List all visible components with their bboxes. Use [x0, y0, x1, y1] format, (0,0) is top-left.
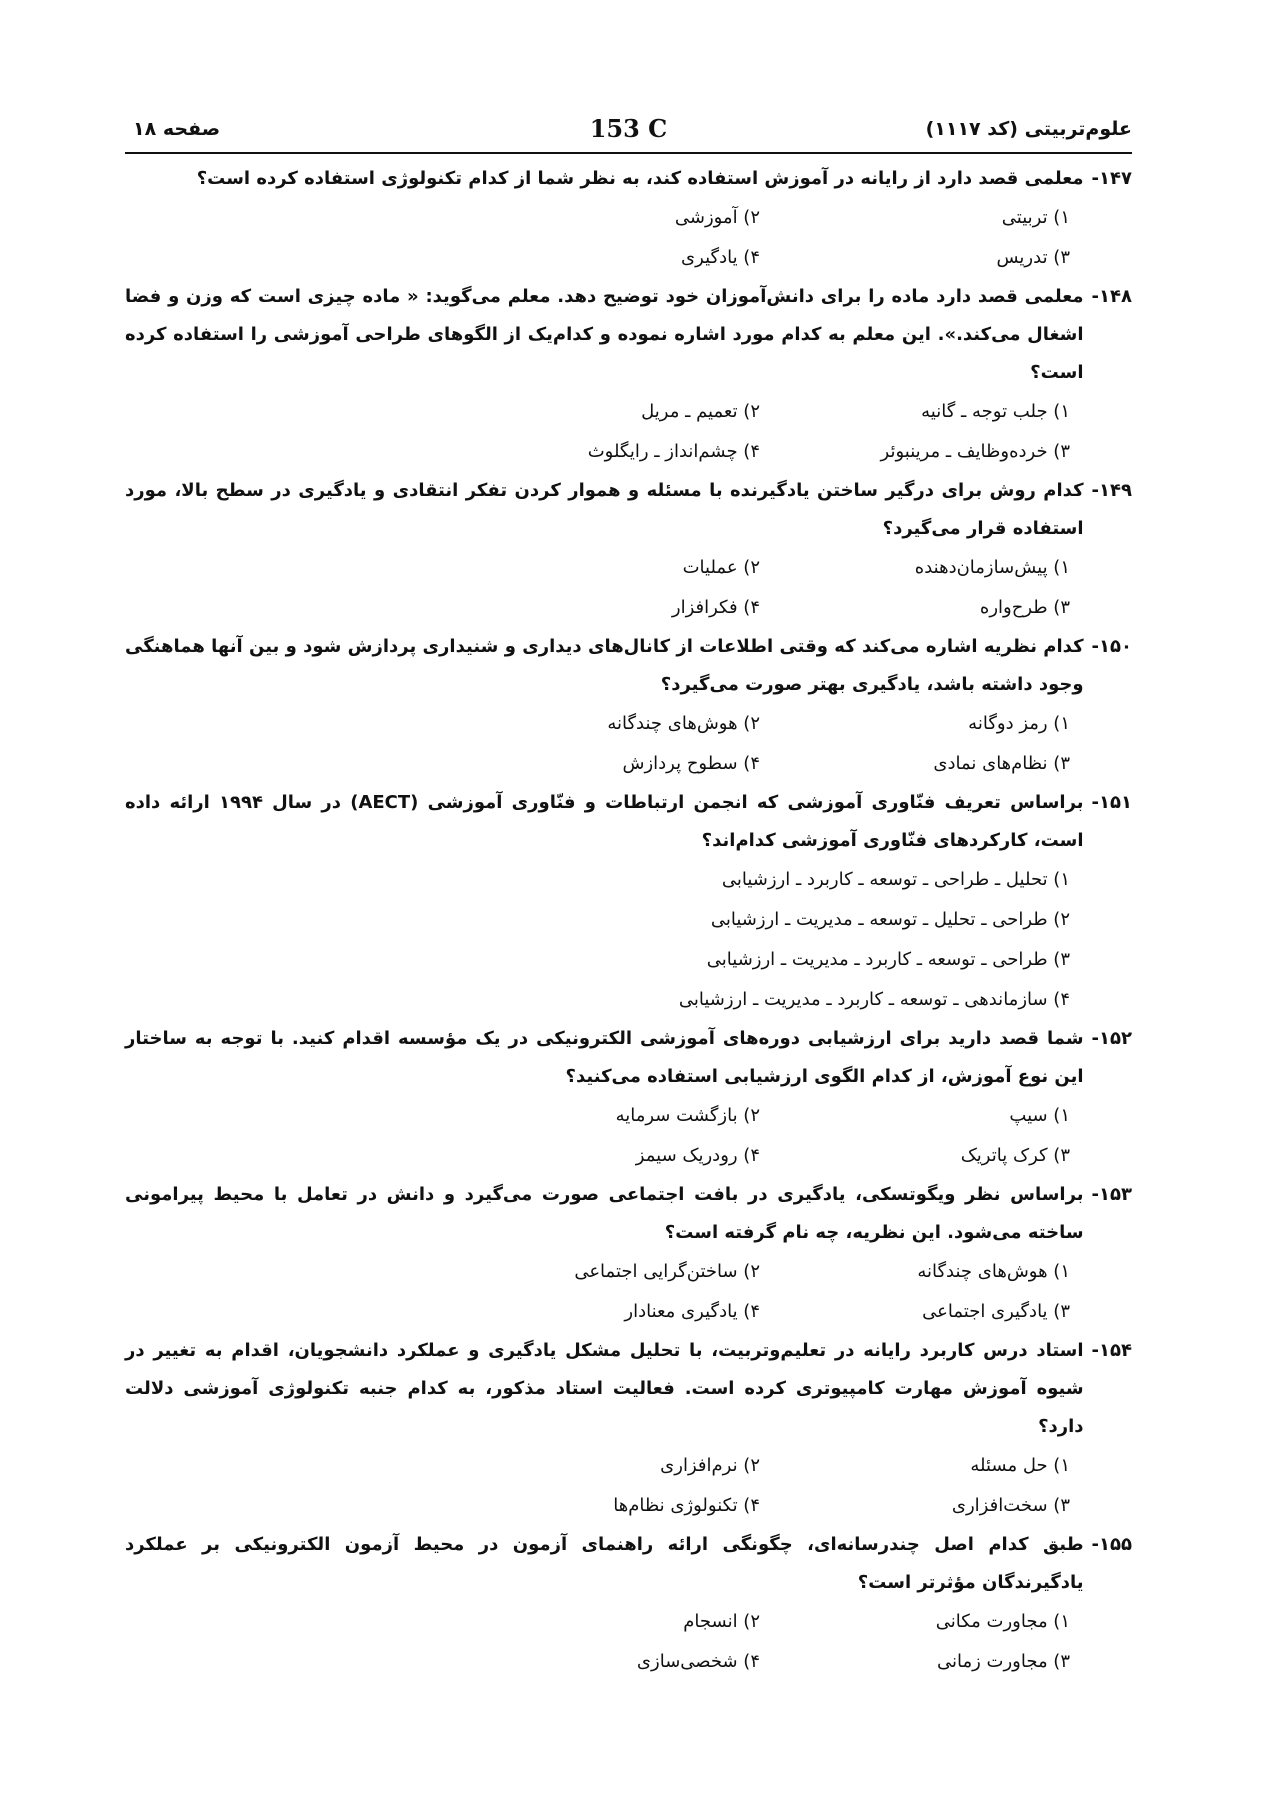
option-2[interactable]: ۲) نرم‌افزاری: [660, 1455, 760, 1476]
question-text: براساس نظر ویگوتسکی، یادگیری در بافت اجتماعی صورت می‌گیرد و دانش در تعامل با محیط پیرامونی ساخته می‌شود. این نظریه، چه نام گرفته است؟: [125, 1184, 1084, 1243]
question-154: [125, 1332, 1132, 1526]
option-2[interactable]: ۲) عملیات: [682, 557, 760, 578]
question-text: معلمی قصد دارد از رایانه در آموزش استفاده کند، به نظر شما از کدام تکنولوژی استفاده کرده است؟: [196, 168, 1084, 189]
question-text: شما قصد دارید برای ارزشیابی دوره‌های آموزشی الکترونیکی در یک مؤسسه اقدام کنید. با توجه به ساختار این نوع آموزش، از کدام الگوی ارزشیابی استفاده می‌کنید؟: [125, 1028, 1084, 1087]
question-148: [125, 278, 1132, 472]
option-2[interactable]: ۲) انسجام: [683, 1611, 760, 1632]
question-number: ۱۴۹-: [1091, 480, 1132, 501]
option-1[interactable]: ۱) حل مسئله: [970, 1455, 1070, 1476]
question-155: [125, 1526, 1132, 1682]
question-153: [125, 1176, 1132, 1332]
option-3[interactable]: ۳) طرح‌واره: [979, 597, 1070, 618]
header-page-number: صفحه ۱۸: [133, 118, 221, 140]
option-1[interactable]: ۱) مجاورت مکانی: [935, 1611, 1070, 1632]
question-number: ۱۵۲-: [1091, 1028, 1132, 1049]
option-2[interactable]: ۲) طراحی ـ تحلیل ـ توسعه ـ مدیریت ـ ارزشیابی: [710, 909, 1070, 930]
option-2[interactable]: ۲) تعمیم ـ مریل: [641, 401, 760, 422]
question-152: [125, 1020, 1132, 1176]
option-1[interactable]: ۱) تحلیل ـ طراحی ـ توسعه ـ کاربرد ـ ارزشیابی: [721, 869, 1070, 890]
options: [125, 704, 1132, 784]
options: [125, 198, 1132, 278]
option-4[interactable]: ۴) تکنولوژی نظام‌ها: [613, 1495, 760, 1516]
question-150: [125, 628, 1132, 784]
option-1[interactable]: ۱) سیپ: [1009, 1105, 1070, 1126]
question-149: [125, 472, 1132, 628]
question-stem: [125, 1526, 1132, 1602]
option-4[interactable]: ۴) رودریک سیمز: [635, 1145, 760, 1166]
options: [125, 1096, 1132, 1176]
option-1[interactable]: ۱) هوش‌های چندگانه: [917, 1261, 1070, 1282]
option-4[interactable]: ۴) یادگیری: [681, 247, 760, 268]
question-number: ۱۵۱-: [1091, 792, 1132, 813]
options: [125, 1602, 1132, 1682]
question-number: ۱۴۷-: [1091, 168, 1132, 189]
question-text: براساس تعریف فنّاوری آموزشی که انجمن ارتباطات و فنّاوری آموزشی (AECT) در سال ۱۹۹۴ ارائه داده است، کارکردهای فنّاوری آموزشی کدام‌اند؟: [125, 792, 1084, 851]
question-stem: [125, 1176, 1132, 1252]
question-stem: [125, 1332, 1132, 1446]
option-4[interactable]: ۴) فکرافزار: [671, 597, 760, 618]
option-3[interactable]: ۳) مجاورت زمانی: [936, 1651, 1070, 1672]
option-2[interactable]: ۲) ساختن‌گرایی اجتماعی: [574, 1261, 760, 1282]
question-text: کدام نظریه اشاره می‌کند که وقتی اطلاعات از کانال‌های دیداری و شنیداری پردازش شود و بین آنها هماهنگی وجود داشته باشد، یادگیری بهتر صورت می‌گیرد؟: [125, 636, 1084, 695]
question-stem: [125, 472, 1132, 548]
option-4[interactable]: ۴) سازماندهی ـ توسعه ـ کاربرد ـ مدیریت ـ ارزشیابی: [678, 989, 1070, 1010]
question-stem: [125, 1020, 1132, 1096]
option-2[interactable]: ۲) آموزشی: [674, 207, 760, 228]
options: [125, 392, 1132, 472]
option-2[interactable]: ۲) هوش‌های چندگانه: [607, 713, 760, 734]
option-3[interactable]: ۳) تدریس: [996, 247, 1070, 268]
option-3[interactable]: ۳) نظام‌های نمادی: [933, 753, 1070, 774]
options: [125, 1252, 1132, 1332]
option-1[interactable]: ۱) پیش‌سازمان‌دهنده: [914, 557, 1070, 578]
option-4[interactable]: ۴) یادگیری معنادار: [624, 1301, 760, 1322]
question-text: کدام روش برای درگیر ساختن یادگیرنده با مسئله و هموار کردن تفکر انتقادی و یادگیری در سطح بالا، مورد استفاده قرار می‌گیرد؟: [125, 480, 1084, 539]
option-3[interactable]: ۳) خرده‌وظایف ـ مرینبوئر: [880, 441, 1070, 462]
option-1[interactable]: ۱) جلب توجه ـ گانیه: [921, 401, 1070, 422]
question-list: [125, 160, 1132, 1682]
option-1[interactable]: ۱) رمز دوگانه: [968, 713, 1070, 734]
option-2[interactable]: ۲) بازگشت سرمایه: [615, 1105, 760, 1126]
question-stem: [125, 278, 1132, 392]
page-header: [125, 112, 1132, 154]
header-booklet-code: 153 C: [589, 114, 668, 143]
options: [125, 548, 1132, 628]
question-stem: [125, 784, 1132, 860]
question-number: ۱۵۴-: [1091, 1340, 1132, 1361]
header-subject: علوم‌تربیتی (کد ۱۱۱۷): [925, 118, 1132, 140]
question-stem: [125, 160, 1132, 198]
option-4[interactable]: ۴) سطوح پردازش: [622, 753, 760, 774]
options: [125, 1446, 1132, 1526]
option-3[interactable]: ۳) کرک پاتریک: [960, 1145, 1070, 1166]
option-3[interactable]: ۳) یادگیری اجتماعی: [922, 1301, 1070, 1322]
question-147: [125, 160, 1132, 278]
question-number: ۱۴۸-: [1091, 286, 1132, 307]
question-text: استاد درس کاربرد رایانه در تعلیم‌وتربیت، با تحلیل مشکل یادگیری و عملکرد دانشجویان، اقدام به تغییر در شیوه آموزش مهارت کامپیوتری کرده است. فعالیت استاد مذکور، به کدام جنبه تکنولوژی آموزشی دلالت دارد؟: [125, 1340, 1084, 1437]
question-151: [125, 784, 1132, 1020]
options: [125, 860, 1132, 1020]
option-4[interactable]: ۴) چشم‌انداز ـ رایگلوث: [587, 441, 760, 462]
option-4[interactable]: ۴) شخصی‌سازی: [636, 1651, 760, 1672]
option-3[interactable]: ۳) طراحی ـ توسعه ـ کاربرد ـ مدیریت ـ ارزشیابی: [706, 949, 1070, 970]
question-number: ۱۵۰-: [1091, 636, 1132, 657]
question-text: طبق کدام اصل چندرسانه‌ای، چگونگی ارائه راهنمای آزمون در محیط آزمون الکترونیکی بر عملکرد یادگیرندگان مؤثرتر است؟: [125, 1534, 1084, 1593]
option-3[interactable]: ۳) سخت‌افزاری: [951, 1495, 1070, 1516]
question-text: معلمی قصد دارد ماده را برای دانش‌آموزان خود توضیح دهد. معلم می‌گوید: « ماده چیزی است که وزن و فضا اشغال می‌کند.». این معلم به کدام مورد اشاره نموده و کدام‌یک از الگوهای طراحی آموزشی را استفاده کرده است؟: [125, 286, 1084, 383]
question-stem: [125, 628, 1132, 704]
question-number: ۱۵۵-: [1091, 1534, 1132, 1555]
option-1[interactable]: ۱) تربیتی: [1001, 207, 1070, 228]
question-number: ۱۵۳-: [1091, 1184, 1132, 1205]
